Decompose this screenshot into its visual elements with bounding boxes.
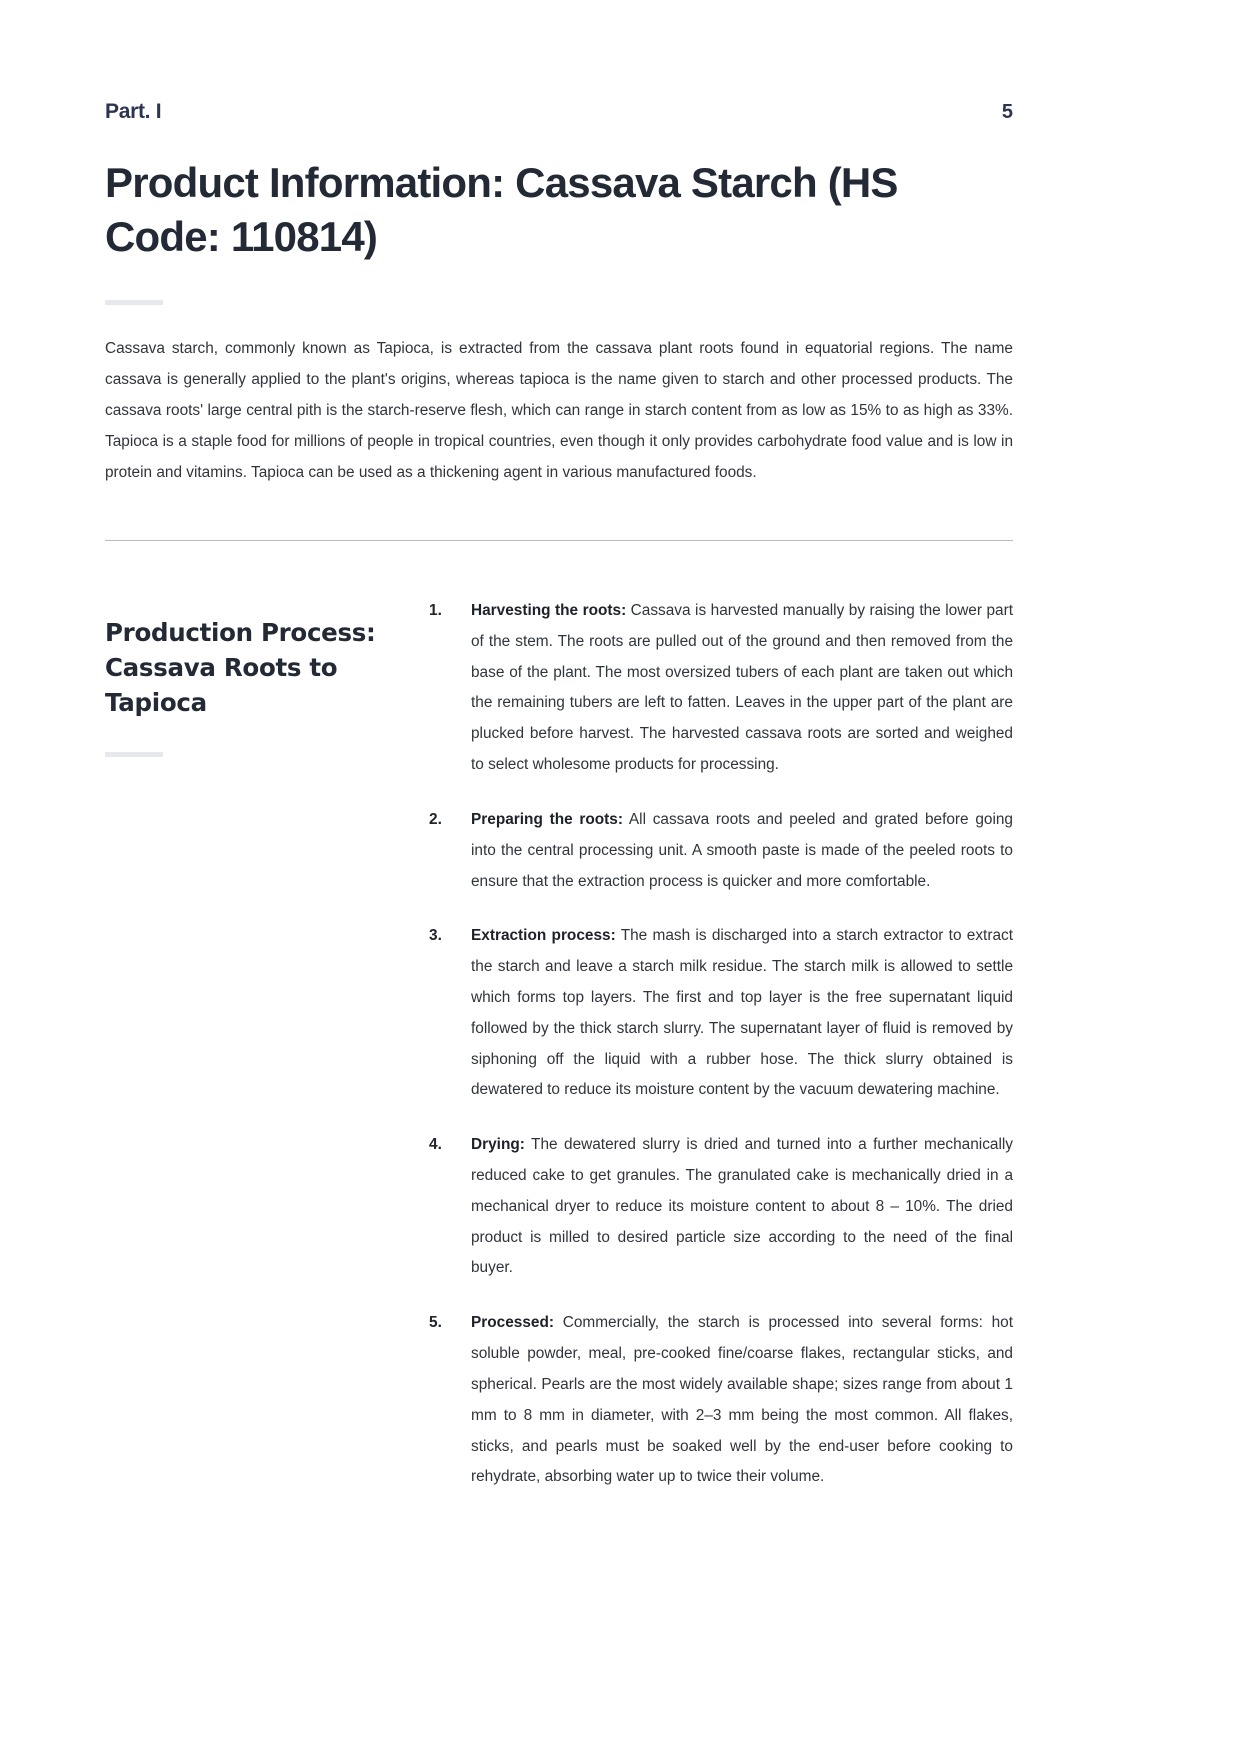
section-accent-rule	[105, 752, 163, 757]
production-steps-list	[429, 596, 1013, 1493]
step-text: The dewatered slurry is dried and turned into a further mechanically reduced cake to get granules. The granulated cake is mechanically dried in a mechanical dryer to reduce its moisture content to about 8 – 10%. The dried product is milled to desired particle size according to the need of the final buyer.	[471, 1136, 1013, 1277]
step-text: The mash is discharged into a starch extractor to extract the starch and leave a starch milk residue. The starch milk is allowed to settle which forms top layers. The first and top layer is the free supernatant liquid followed by the thick starch slurry. The supernatant layer of fluid is removed by siphoning off the liquid with a rubber hose. The thick slurry obtained is dewatered to reduce its moisture content by the vacuum dewatering machine.	[471, 927, 1013, 1099]
step-text: All cassava roots and peeled and grated before going into the central processing unit. A smooth paste is made of the peeled roots to ensure that the extraction process is quicker and more comfortable.	[471, 810, 1013, 890]
page-number: 5	[1001, 101, 1013, 123]
right-column	[405, 596, 1013, 1493]
body-columns	[105, 596, 1013, 1493]
step-text: Cassava is harvested manually by raising the lower part of the stem. The roots are pulled out of the ground and then removed from the base of the plant. The most oversized tubers of each plant are taken out which the remaining tubers are left to fatten. Leaves in the upper part of the plant are plucked before harvest. The harvested cassava roots are sorted and weighed to select wholesome products for processing.	[471, 602, 1013, 774]
part-label: Part. I	[105, 100, 162, 123]
step-term: Preparing the roots:	[471, 810, 623, 828]
title-accent-rule	[105, 300, 163, 305]
page-content	[105, 0, 1013, 1493]
step-text: Commercially, the starch is processed into several forms: hot soluble powder, meal, pre-cooked fine/coarse flakes, rectangular sticks, and spherical. Pearls are the most widely available shape; sizes range from about 1 mm to 8 mm in diameter, with 2–3 mm being the most common. All flakes, sticks, and pearls must be soaked well by the end-user before cooking to rehydrate, absorbing water up to twice their volume.	[471, 1314, 1013, 1486]
list-item	[429, 921, 1013, 1106]
list-item	[429, 1130, 1013, 1284]
page-title: Product Information: Cassava Starch (HS Code: 110814)	[105, 159, 898, 260]
step-term: Processed:	[471, 1314, 554, 1332]
list-item	[429, 1308, 1013, 1493]
page-header	[105, 100, 1013, 124]
step-term: Extraction process:	[471, 927, 616, 945]
section-divider	[105, 540, 1013, 541]
step-term: Harvesting the roots:	[471, 602, 627, 620]
list-item	[429, 596, 1013, 781]
left-column	[105, 596, 405, 1493]
section-heading: Production Process: Cassava Roots to Tapioca	[105, 618, 376, 717]
step-term: Drying:	[471, 1136, 525, 1154]
list-item	[429, 805, 1013, 897]
intro-paragraph: Cassava starch, commonly known as Tapioca, is extracted from the cassava plant roots found in equatorial regions. The name cassava is generally applied to the plant's origins, whereas tapioca is the name given to starch and other processed products. The cassava roots' large central pith is the starch-reserve flesh, which can range in starch content from as low as 15% to as high as 33%. Tapioca is a staple food for millions of people in tropical countries, even though it only provides carbohydrate food value and is low in protein and vitamins. Tapioca can be used as a thickening agent in various manufactured foods.	[105, 339, 1013, 481]
